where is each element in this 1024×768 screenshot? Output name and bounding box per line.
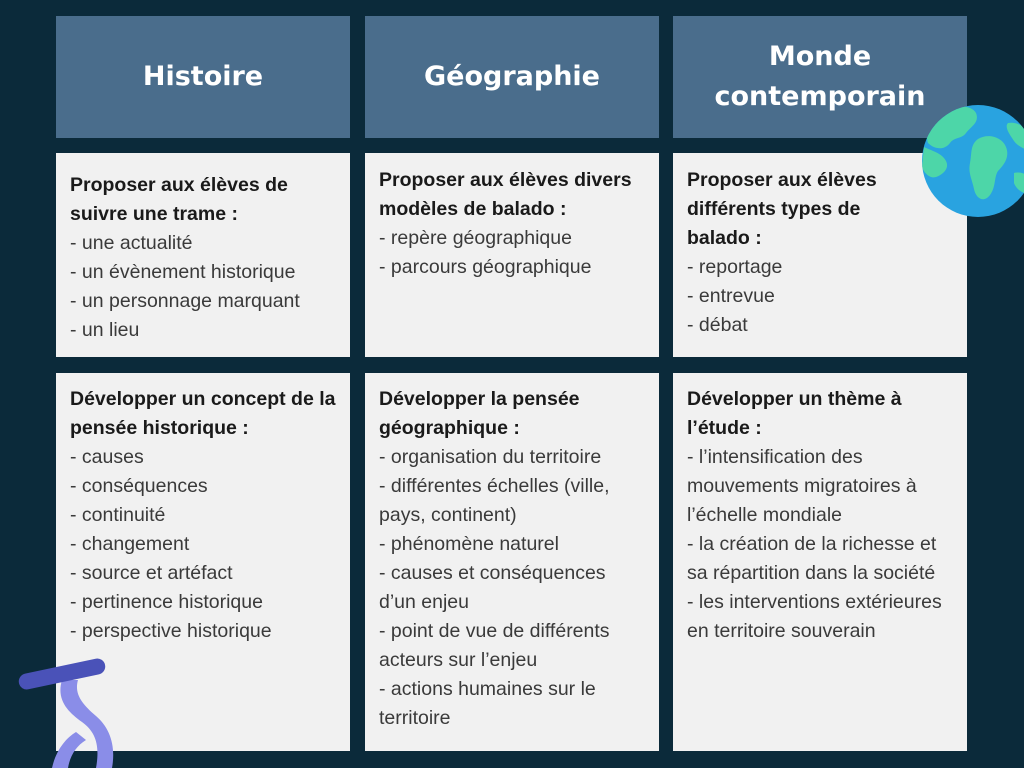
list-item: - l’intensification des mouvements migratoires à l’échelle mondiale — [687, 446, 917, 526]
list-item: - entrevue — [687, 285, 775, 307]
list-item: - un évènement historique — [70, 261, 296, 283]
list-item: - pertinence historique — [70, 591, 263, 613]
list-item: - un personnage marquant — [70, 290, 300, 312]
list-item: - changement — [70, 533, 190, 555]
card-geographie-modeles — [365, 153, 659, 357]
card-title: Développer un thème à l’étude : — [687, 388, 902, 439]
list-item: - source et artéfact — [70, 562, 233, 584]
list-item: - les interventions extérieures en territoire souverain — [687, 591, 942, 642]
list-item: - causes et conséquences d’un enjeu — [379, 562, 606, 613]
list-item: - la création de la richesse et sa répartition dans la société — [687, 533, 937, 584]
card-title: Développer un concept de la pensée historique : — [70, 388, 336, 439]
list-item: - point de vue de différents acteurs sur l’enjeu — [379, 620, 610, 671]
list-item: - actions humaines sur le territoire — [379, 678, 596, 729]
card-title: Développer la pensée géographique : — [379, 388, 580, 439]
card-geographie-pensee — [365, 373, 659, 751]
card-title: Proposer aux élèves de suivre une trame : — [70, 174, 288, 225]
list-item: - parcours géographique — [379, 256, 592, 278]
list-item: - perspective historique — [70, 620, 272, 642]
header-label: Géographie — [423, 61, 600, 92]
list-item: - reportage — [687, 256, 783, 278]
card-monde-theme — [673, 373, 967, 751]
list-item: - un lieu — [70, 319, 140, 341]
list-item: - organisation du territoire — [379, 446, 602, 468]
list-item: - débat — [687, 314, 748, 336]
list-item: - continuité — [70, 504, 166, 526]
header-label: Histoire — [142, 61, 264, 92]
list-item: - repère géographique — [379, 227, 572, 249]
header-label: Monde contemporain — [714, 41, 926, 112]
card-title: Proposer aux élèves divers modèles de balado : — [379, 169, 632, 220]
list-item: - une actualité — [70, 232, 193, 254]
card-histoire-trame — [56, 153, 350, 357]
list-item: - causes — [70, 446, 144, 468]
list-item: - conséquences — [70, 475, 208, 497]
header-geographie — [365, 16, 659, 138]
card-title: Proposer aux élèves différents types de balado : — [687, 169, 877, 249]
list-item: - phénomène naturel — [379, 533, 559, 555]
header-histoire — [56, 16, 350, 138]
globe-icon — [922, 103, 1024, 219]
hourglass-icon — [16, 650, 126, 768]
list-item: - différentes échelles (ville, pays, continent) — [379, 475, 610, 526]
